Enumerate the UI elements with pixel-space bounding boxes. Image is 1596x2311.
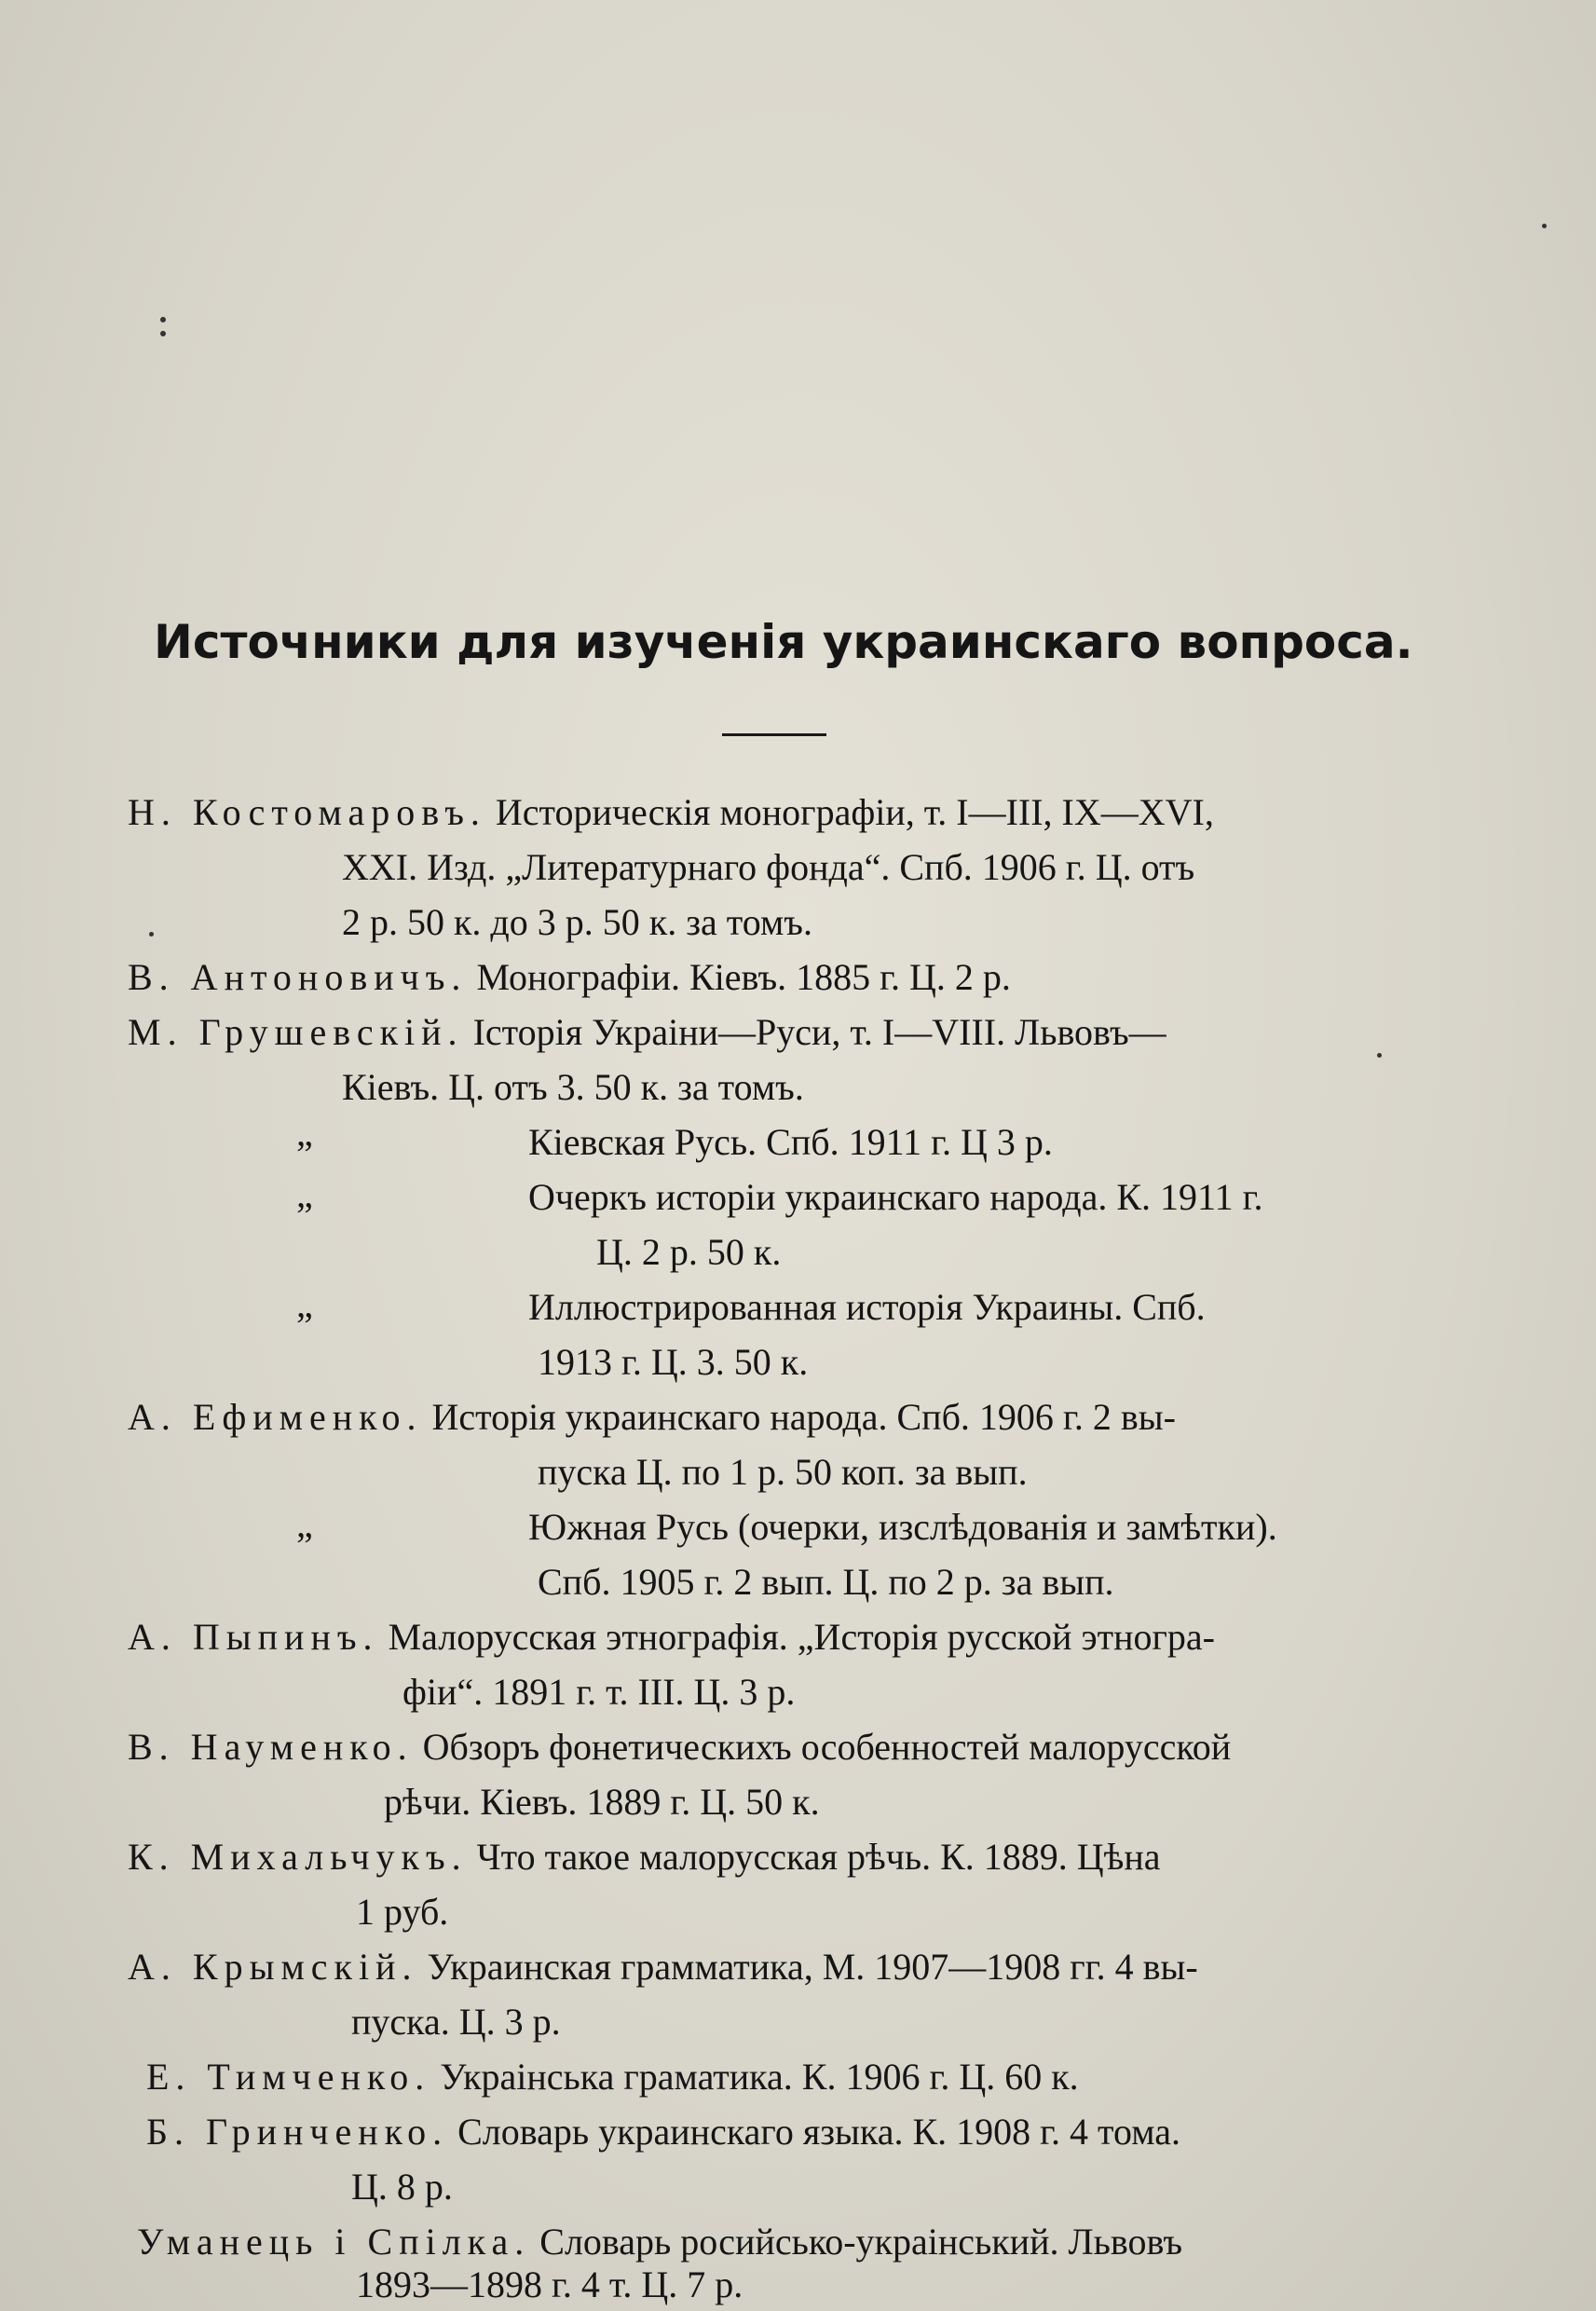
- entry-text: Исторія украинскаго народа. Спб. 1906 г. 2 вы-: [431, 1396, 1176, 1438]
- entry-ocherk-line2: Ц. 2 р. 50 к.: [596, 1231, 782, 1273]
- entry-illustrated-line2: 1913 г. Ц. 3. 50 к.: [538, 1341, 809, 1383]
- entry-efimenko-line2: пуска Ц. по 1 р. 50 коп. за вып.: [538, 1451, 1028, 1493]
- entry-author: Уманець і Спілка.: [137, 2221, 531, 2263]
- entry-kostomarov-line1: [128, 790, 1214, 835]
- entry-naumenko-line1: [128, 1725, 1231, 1770]
- page-title: Источники для изученія украинскаго вопроса.: [154, 615, 1413, 669]
- entry-text: Історія Украіни—Руси, т. I—VIII. Львовъ—: [472, 1011, 1166, 1053]
- entry-text: Словарь украинскаго языка. К. 1908 г. 4 тома.: [457, 2111, 1181, 2153]
- entry-antonovich: [128, 955, 1011, 1000]
- entry-south-rus-line2: Спб. 1905 г. 2 вып. Ц. по 2 р. за вып.: [538, 1561, 1114, 1603]
- entry-mykhalchuk-line2: 1 руб.: [356, 1891, 449, 1933]
- entry-hrushevsky-line2: Кіевъ. Ц. отъ 3. 50 к. за томъ.: [342, 1066, 804, 1108]
- entry-text: Монографіи. Кіевъ. 1885 г. Ц. 2 р.: [476, 956, 1011, 998]
- entry-hrinchenko-line2: Ц. 8 р.: [351, 2166, 453, 2208]
- entry-author: А. Ефименко.: [128, 1396, 423, 1438]
- entry-author: А. Пыпинъ.: [128, 1616, 379, 1658]
- print-speck: [149, 932, 154, 937]
- entry-author: В. Науменко.: [128, 1726, 414, 1768]
- entry-text: Обзоръ фонетическихъ особенностей малорусской: [422, 1726, 1232, 1768]
- entry-tymchenko: [146, 2055, 1079, 2099]
- entry-south-rus-line1: Южная Русь (очерки, изслѣдованія и замѣтки).: [528, 1506, 1277, 1548]
- entry-author: В. Антоновичъ.: [128, 956, 468, 998]
- entry-hrinchenko-line1: [146, 2110, 1180, 2154]
- print-speck: [1542, 224, 1547, 228]
- entry-kostomarov-line2: XXI. Изд. „Литературнаго фонда“. Спб. 1906 г. Ц. отъ: [342, 846, 1195, 888]
- entry-pypin-line1: [128, 1615, 1215, 1660]
- entry-mykhalchuk-line1: [128, 1835, 1161, 1880]
- entry-pypin-line2: фіи“. 1891 г. т. III. Ц. 3 р.: [402, 1671, 796, 1713]
- entry-umanets-line2: 1893—1898 г. 4 т. Ц. 7 р.: [356, 2263, 743, 2305]
- entry-krymsky-line2: пуска. Ц. 3 р.: [351, 2001, 561, 2043]
- entry-author: Е. Тимченко.: [146, 2056, 431, 2098]
- entry-text: Украiнська граматика. К. 1906 г. Ц. 60 к.: [440, 2056, 1079, 2098]
- entry-hrushevsky-line1: [128, 1010, 1166, 1055]
- ditto-mark: „: [296, 1173, 313, 1215]
- entry-author: Н. Костомаровъ.: [128, 791, 486, 833]
- print-speck: [160, 331, 166, 336]
- entry-author: К. Михальчукъ.: [128, 1836, 468, 1878]
- entry-author: М. Грушевскій.: [128, 1011, 464, 1053]
- entry-text: Что такое малорусская рѣчь. К. 1889. Цѣна: [476, 1836, 1161, 1878]
- ditto-mark: „: [296, 1503, 313, 1545]
- entry-krymsky-line1: [128, 1945, 1198, 1990]
- entry-kievan-rus: Кіевская Русь. Спб. 1911 г. Ц 3 р.: [528, 1121, 1053, 1163]
- entry-author: А. Крымскій.: [128, 1946, 418, 1988]
- print-speck: [1377, 1053, 1382, 1058]
- entry-efimenko-line1: [128, 1395, 1176, 1440]
- entry-ocherk-line1: Очеркъ исторіи украинскаго народа. К. 1911 г.: [528, 1176, 1263, 1218]
- entry-illustrated-line1: Иллюстрированная исторія Украины. Спб.: [528, 1286, 1206, 1328]
- entry-text: Историческія монографіи, т. I—III, IX—XVI,: [495, 791, 1214, 833]
- entry-text: Украинская грамматика, М. 1907—1908 гг. 4 вы-: [427, 1946, 1198, 1988]
- entry-text: Словарь росийсько-украінський. Львовъ: [539, 2221, 1183, 2263]
- ditto-mark: „: [296, 1283, 313, 1325]
- entry-text: Малорусская этнографія. „Исторія русской этногра-: [388, 1616, 1215, 1658]
- entry-kostomarov-line3: 2 р. 50 к. до 3 р. 50 к. за томъ.: [342, 901, 812, 943]
- entry-umanets-line1: [137, 2220, 1182, 2264]
- entry-author: Б. Гринченко.: [146, 2111, 449, 2153]
- print-speck: [160, 317, 166, 322]
- ditto-mark: „: [296, 1112, 313, 1154]
- entry-naumenko-line2: рѣчи. Кіевъ. 1889 г. Ц. 50 к.: [384, 1781, 820, 1823]
